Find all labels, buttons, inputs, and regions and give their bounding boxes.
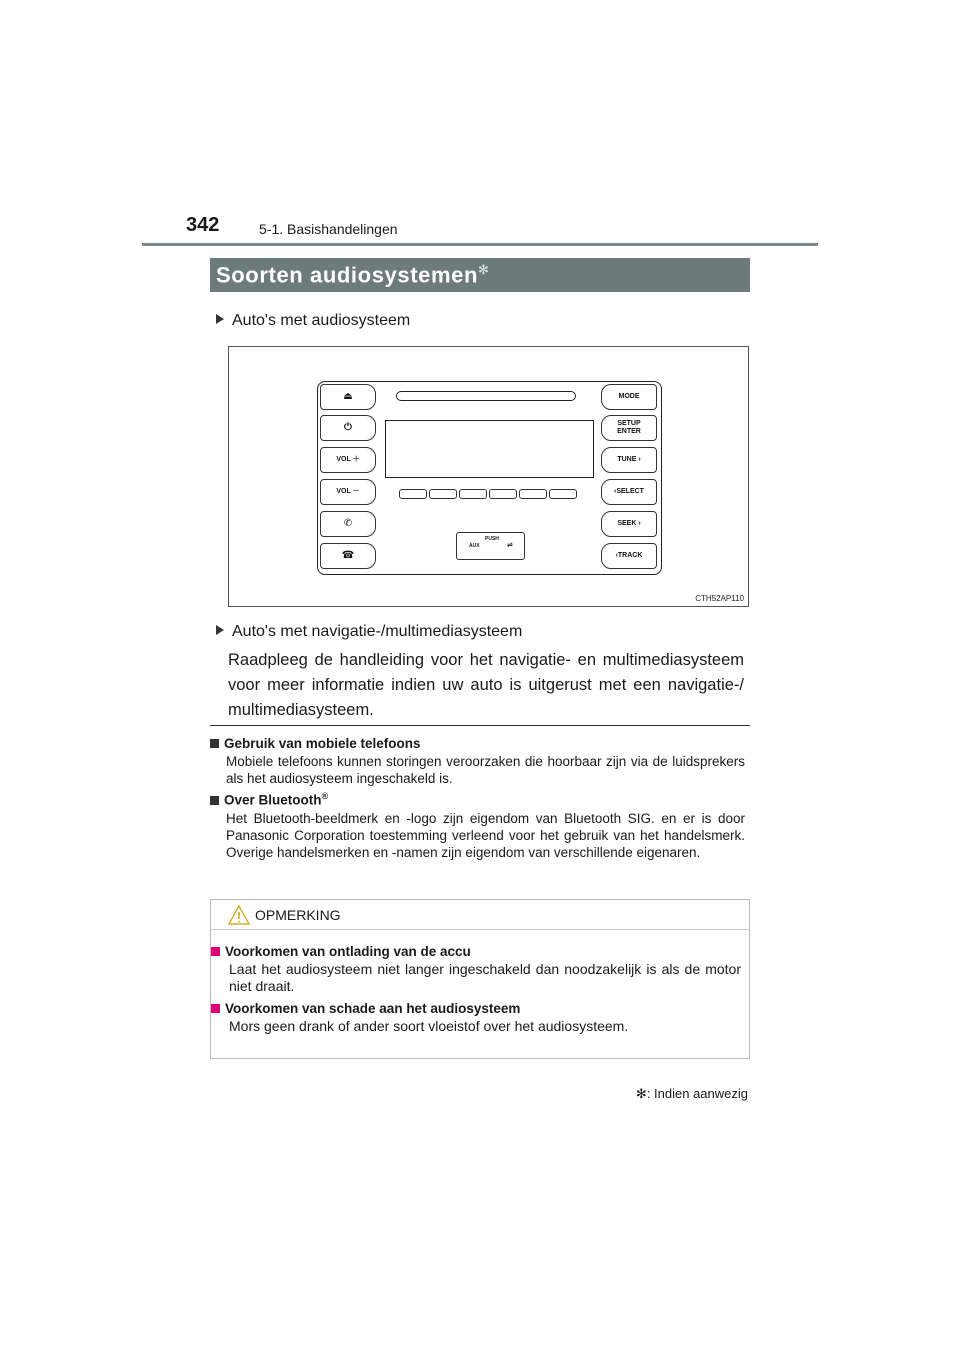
- cd-slot: [396, 391, 576, 401]
- separator-rule: [210, 725, 750, 726]
- caution-body: Laat het audiosysteem niet langer ingeschakeld dan noodzakelijk is als de motor niet draait.: [229, 961, 741, 994]
- mode-label: MODE: [618, 393, 640, 400]
- seek-button: [601, 511, 657, 537]
- vol-up-label: VOL ＋: [336, 456, 360, 463]
- caution-box: [210, 899, 750, 1059]
- notes-block: [210, 736, 745, 861]
- caution-heading-text: Voorkomen van ontlading van de accu: [225, 944, 471, 959]
- caution-heading-text: Voorkomen van schade aan het audiosysteem: [225, 1001, 521, 1016]
- hangup-button: [320, 543, 376, 569]
- footnote: [636, 1086, 748, 1102]
- audio-display: [385, 420, 594, 478]
- setup-enter-label: SETUP ENTER: [617, 420, 641, 435]
- vol-down-label: VOL －: [336, 488, 360, 495]
- preset-button: [519, 489, 547, 499]
- note-heading: [210, 791, 745, 808]
- select-label: ‹SELECT: [614, 488, 644, 495]
- nav-paragraph: Raadpleeg de handleiding voor het navigatie- en multimediasysteem voor meer informatie indien uw auto is uitgerust met een navigatie-/ multimediasysteem.: [228, 651, 744, 719]
- preset-button: [429, 489, 457, 499]
- triangle-bullet-icon: [216, 625, 224, 635]
- note-heading: [210, 736, 745, 751]
- setup-enter-button: [601, 415, 657, 441]
- note-heading-text: Gebruik van mobiele telefoons: [224, 736, 421, 751]
- section-title: [216, 262, 490, 288]
- track-button: [601, 543, 657, 569]
- registered-mark: ®: [321, 791, 329, 801]
- caution-label: OPMERKING: [255, 907, 341, 923]
- warning-triangle-icon: [227, 904, 251, 926]
- footnote-mark: ✻: [635, 1086, 647, 1101]
- audio-unit-figure: [228, 346, 749, 607]
- square-bullet-icon: [211, 1004, 220, 1013]
- preset-button: [549, 489, 577, 499]
- tune-label: TUNE ›: [617, 456, 641, 463]
- call-button: [320, 511, 376, 537]
- header-rule: [142, 243, 818, 246]
- caution-heading: [211, 944, 741, 959]
- note-body: Het Bluetooth-beeldmerk en -logo zijn eigendom van Bluetooth SIG. en er is door Panasonic Corporation toestemming verleend voor het gebruik van het handelsmerk. Overige handelsmerken en -namen zijn eigendom van verschillende eigenaren.: [226, 810, 745, 860]
- bullet-audio-text: Auto's met audiosysteem: [232, 312, 411, 329]
- bullet-nav: [216, 623, 522, 641]
- audio-unit: [317, 381, 662, 575]
- vol-up-button: [320, 447, 376, 473]
- tune-button: [601, 447, 657, 473]
- square-bullet-icon: [211, 947, 220, 956]
- figure-code: CTH52AP110: [695, 594, 744, 603]
- optional-mark: ✻: [478, 262, 490, 277]
- caution-items: [211, 944, 741, 1035]
- preset-button: [489, 489, 517, 499]
- square-bullet-icon: [210, 796, 219, 805]
- chapter-label: 5-1. Basishandelingen: [259, 221, 398, 237]
- preset-button: [399, 489, 427, 499]
- vol-down-button: [320, 479, 376, 505]
- aux-usb-port: [456, 532, 525, 560]
- caution-body: Mors geen drank of ander soort vloeistof over het audiosysteem.: [229, 1018, 629, 1034]
- power-icon: ⏻: [344, 422, 352, 433]
- triangle-bullet-icon: [216, 314, 224, 324]
- note-heading-text: Over Bluetooth: [224, 792, 322, 808]
- bullet-nav-text: Auto's met navigatie-/multimediasysteem: [232, 623, 523, 640]
- phone-hangup-icon: ☎: [341, 550, 355, 561]
- caution-header-rule: [211, 929, 749, 930]
- seek-label: SEEK ›: [617, 520, 641, 527]
- eject-button: [320, 384, 376, 410]
- caution-heading: [211, 1001, 741, 1016]
- phone-pickup-icon: ✆: [343, 518, 353, 529]
- square-bullet-icon: [210, 739, 219, 748]
- note-body: Mobiele telefoons kunnen storingen veroorzaken die hoorbaar zijn via de luidsprekers als het audiosysteem ingeschakeld is.: [226, 754, 745, 786]
- mode-button: [601, 384, 657, 410]
- power-button: [320, 415, 376, 441]
- push-label: PUSH: [485, 536, 499, 542]
- bullet-audio: [216, 312, 410, 330]
- section-title-text: Soorten audiosystemen: [216, 262, 478, 288]
- aux-label: AUX: [469, 543, 480, 549]
- select-button: [601, 479, 657, 505]
- preset-button: [459, 489, 487, 499]
- track-label: ‹TRACK: [615, 552, 643, 559]
- preset-buttons: [398, 489, 578, 501]
- page-number: 342: [186, 214, 220, 236]
- usb-icon: ⇌: [507, 542, 513, 549]
- footnote-text: : Indien aanwezig: [646, 1086, 748, 1101]
- eject-icon: ⏏: [343, 391, 353, 402]
